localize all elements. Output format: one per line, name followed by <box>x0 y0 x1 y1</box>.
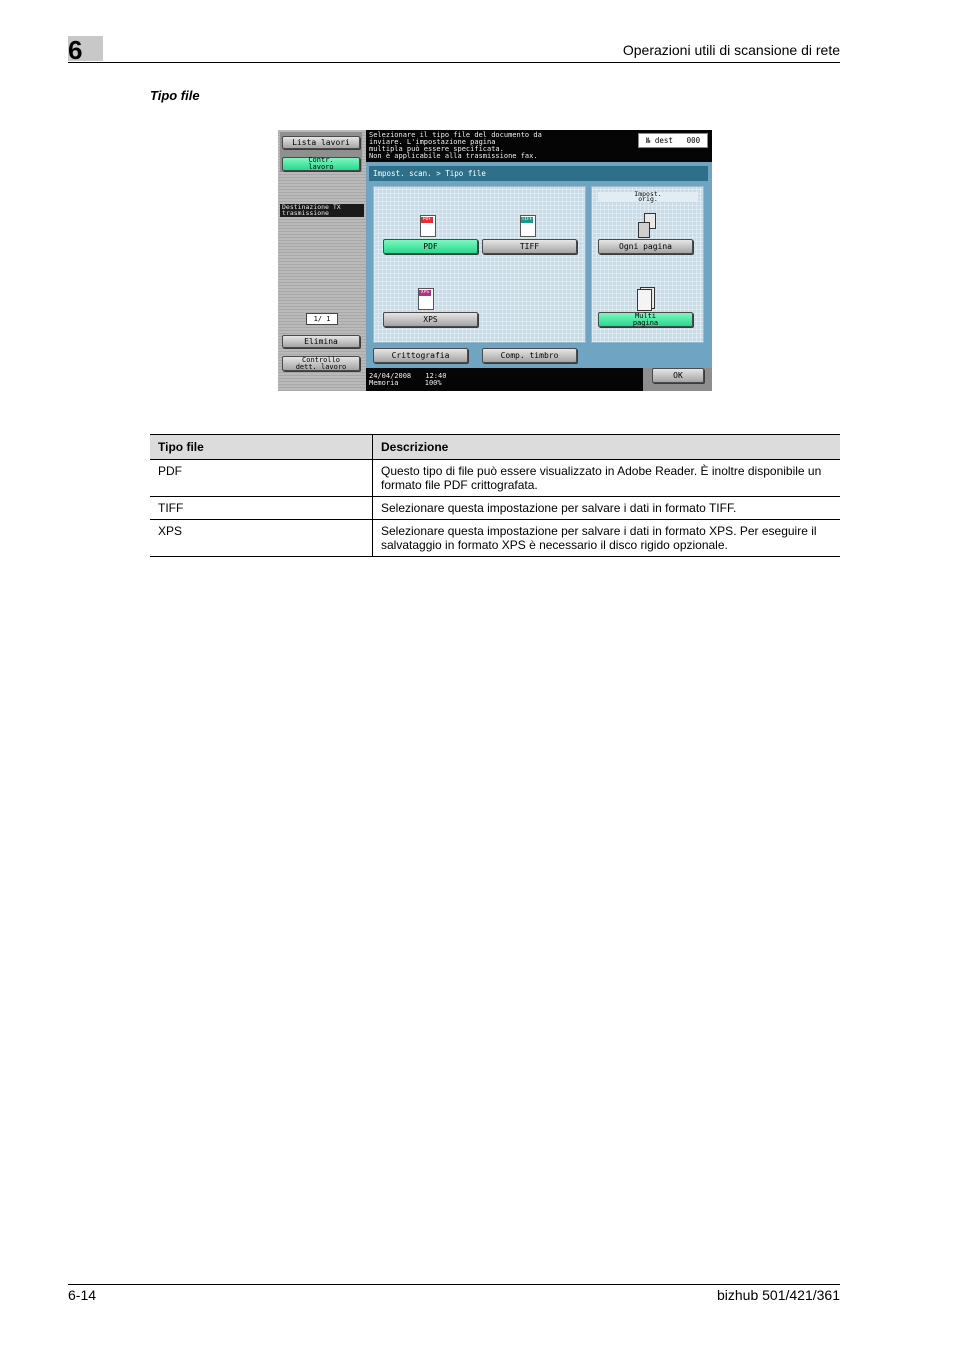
breadcrumb: Impost. scan. > Tipo file <box>369 166 708 181</box>
device-screen <box>278 130 712 391</box>
multi-page-button[interactable]: Multi pagina <box>598 312 693 327</box>
ok-button[interactable]: OK <box>652 368 704 383</box>
pdf-file-icon <box>420 215 436 237</box>
file-type-cell: XPS <box>150 520 373 557</box>
destination-count <box>638 133 708 148</box>
table-header-row <box>150 435 840 460</box>
message-area <box>366 130 712 162</box>
chapter-number: 6 <box>68 35 83 65</box>
header-rule <box>68 62 840 63</box>
xps-button[interactable]: XPS <box>383 312 478 327</box>
column-header-description: Descrizione <box>373 435 841 460</box>
each-page-button[interactable]: Ogni pagina <box>598 239 693 254</box>
tiff-file-icon <box>520 215 536 237</box>
stamp-button[interactable]: Comp. timbro <box>482 348 577 363</box>
file-type-area <box>373 186 586 343</box>
job-check-button[interactable]: Contr. lavoro <box>282 157 360 171</box>
datetime <box>369 373 446 387</box>
left-panel <box>278 130 366 391</box>
column-header-file-type: Tipo file <box>150 435 373 460</box>
page-number: 6-14 <box>68 1287 97 1303</box>
original-settings-area <box>591 186 704 343</box>
xps-tag: XPS <box>420 290 430 295</box>
file-type-table <box>150 434 840 557</box>
settings-panel <box>366 162 712 368</box>
delete-button[interactable]: Elimina <box>282 335 360 348</box>
page-indicator: 1/ 1 <box>306 313 338 325</box>
job-list-button[interactable]: Lista lavori <box>282 136 360 149</box>
destination-count-label: № dest <box>645 136 673 145</box>
section-title: Tipo file <box>150 88 200 103</box>
multi-page-icon <box>636 287 656 311</box>
time: 12:40 <box>425 372 447 380</box>
encryption-button[interactable]: Crittografia <box>373 348 468 363</box>
ok-area <box>643 368 712 391</box>
tiff-tag: TIFF <box>521 217 533 222</box>
memory-label: Memoria <box>369 379 399 387</box>
table-row <box>150 497 840 520</box>
product-name: bizhub 501/421/361 <box>717 1287 840 1303</box>
pdf-button[interactable]: PDF <box>383 239 478 254</box>
running-header: Operazioni utili di scansione di rete <box>622 42 840 58</box>
description-cell: Selezionare questa impostazione per salvare i dati in formato XPS. Per eseguire il salvataggio in formato XPS è necessario il disco rigido opzionale. <box>373 520 841 557</box>
each-page-icon <box>638 213 658 237</box>
instruction-message: Selezionare il tipo file del documento da inviare. L'impostazione pagina multipla può essere specificata. Non è applicabile alla trasmissione fax. <box>369 131 542 160</box>
xps-file-icon <box>418 288 434 310</box>
tiff-button[interactable]: TIFF <box>482 239 577 254</box>
footer-rule <box>68 1284 840 1285</box>
destination-header: Destinazione TX trasmissione <box>280 204 364 217</box>
destination-count-value: 000 <box>686 136 701 145</box>
description-cell: Questo tipo di file può essere visualizzato in Adobe Reader. È inoltre disponibile un formato file PDF crittografata. <box>373 460 841 497</box>
status-bar <box>366 368 712 391</box>
job-detail-check-button[interactable]: Controllo dett. lavoro <box>282 356 360 371</box>
table-row <box>150 520 840 557</box>
description-cell: Selezionare questa impostazione per salvare i dati in formato TIFF. <box>373 497 841 520</box>
pdf-tag: PDF <box>422 217 432 222</box>
original-settings-label: Impost. orig. <box>598 192 698 202</box>
date: 24/04/2008 <box>369 372 412 380</box>
file-type-cell: TIFF <box>150 497 373 520</box>
memory-value: 100% <box>424 379 442 387</box>
table-row <box>150 460 840 497</box>
file-type-cell: PDF <box>150 460 373 497</box>
